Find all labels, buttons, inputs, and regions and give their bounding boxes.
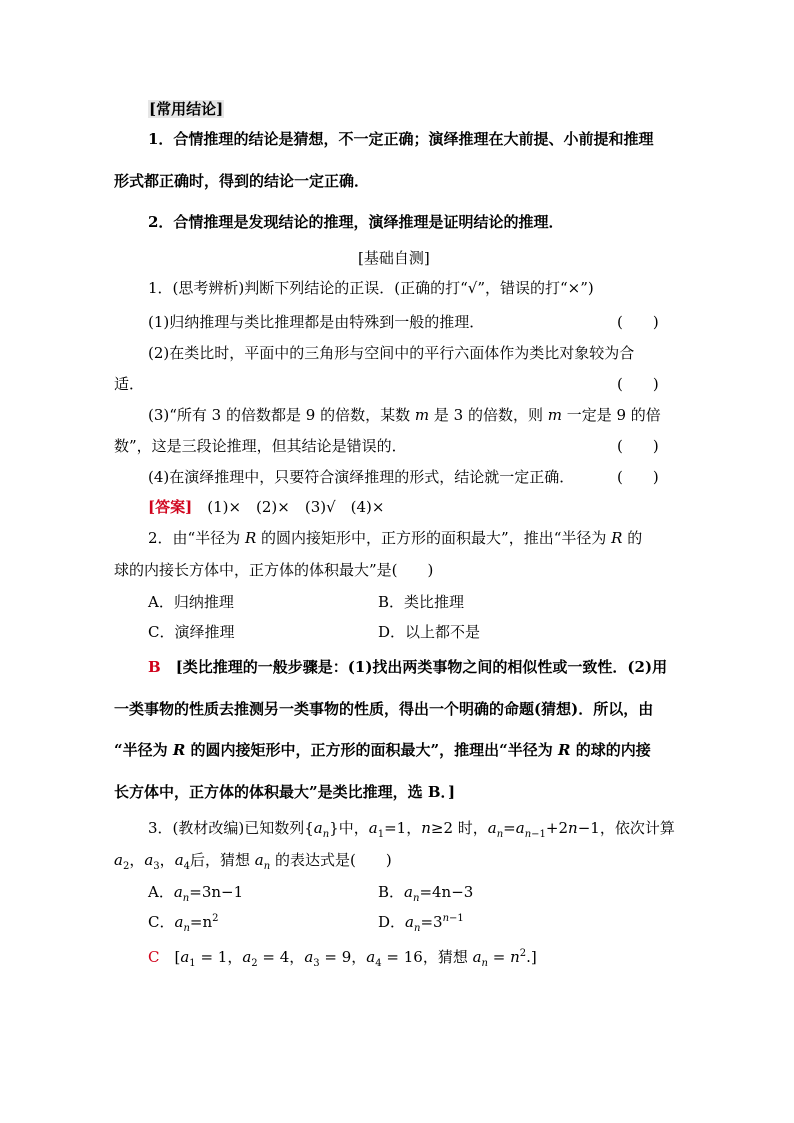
q2-option-a: A．归纳推理 bbox=[148, 593, 234, 611]
q2-option-d: D．以上都不是 bbox=[378, 623, 481, 641]
q3-option-b: B．$a_n=4n-3$ bbox=[378, 883, 474, 904]
q3-option-d: D．$a_n=3^{n-1}$ bbox=[378, 913, 464, 934]
q1-answer-paren-2: ( ) bbox=[617, 375, 659, 393]
q1-statement-4: (4)在演绎推理中，只要符合演绎推理的形式，结论就一定正确． bbox=[148, 468, 575, 486]
q1-answer-paren-3: ( ) bbox=[617, 437, 659, 455]
conclusion-2: 2．合情推理是发现结论的推理，演绎推理是证明结论的推理． bbox=[148, 213, 564, 231]
q1-stem: 1．(思考辨析)判断下列结论的正误．(正确的打“√”，错误的打“×”) bbox=[148, 279, 594, 297]
q2-solution-line3: “半径为 R 的圆内接矩形中，正方形的面积最大”，推理出“半径为 R 的球的内接 bbox=[114, 741, 651, 759]
q1-answer: [答案] (1)× (2)× (3)√ (4)× bbox=[148, 498, 385, 516]
conclusion-1-line2: 形式都正确时，得到的结论一定正确． bbox=[114, 172, 370, 190]
q2-stem-line1: 2．由“半径为 R 的圆内接矩形中，正方形的面积最大”，推出“半径为 R 的 bbox=[148, 529, 643, 547]
q1-statement-1: (1)归纳推理与类比推理都是由特殊到一般的推理． bbox=[148, 313, 485, 331]
q2-solution-line1: B [类比推理的一般步骤是：(1)找出两类事物之间的相似性或一致性．(2)用 bbox=[148, 658, 668, 676]
q3-stem-line1: 3．(教材改编)已知数列$\{a_n\}$中，$a_1=1$，n≥2 时，$a_n=a_{n-1}+2n-1$，依次计算 bbox=[148, 819, 675, 840]
q1-statement-3-line1: (3)“所有 3 的倍数都是 9 的倍数，某数 m 是 3 的倍数，则 m 一定是 9 的倍 bbox=[148, 406, 661, 424]
q1-statement-3-line2: 数”，这是三段论推理，但其结论是错误的． bbox=[114, 437, 407, 455]
q3-option-a: A．$a_n=3n-1$ bbox=[148, 883, 244, 904]
q1-answer-paren-4: ( ) bbox=[617, 468, 659, 486]
conclusion-1-line1: 1．合情推理的结论是猜想，不一定正确；演绎推理在大前提、小前提和推理 bbox=[148, 130, 654, 148]
q3-answer-key: C bbox=[148, 948, 160, 966]
q2-stem-line2: 球的内接长方体中，正方体的体积最大”是( ) bbox=[114, 561, 434, 579]
q2-solution-line2: 一类事物的性质去推测另一类事物的性质，得出一个明确的命题(猜想)．所以，由 bbox=[114, 700, 654, 718]
q3-option-c: C．$a_n=n^2$ bbox=[148, 913, 219, 934]
section-title-conclusions: [常用结论] bbox=[149, 100, 224, 118]
q3-stem-line2: $a_2$，$a_3$，$a_4$后，猜想 $a_n$ 的表达式是( ) bbox=[114, 851, 392, 872]
q2-answer-key: B bbox=[148, 658, 161, 676]
q2-option-c: C．演绎推理 bbox=[148, 623, 235, 641]
q1-statement-2-line1: (2)在类比时，平面中的三角形与空间中的平行六面体作为类比对象较为合 bbox=[148, 344, 635, 362]
q1-statement-2-line2: 适． bbox=[114, 375, 145, 393]
q1-answer-paren-1: ( ) bbox=[617, 313, 659, 331]
q3-solution: C [$a_1 = 1$，$a_2 = 4$，$a_3 = 9$，$a_4 = 16$，猜想 $a_n = n^2$.] bbox=[148, 948, 537, 969]
q2-solution-line4: 长方体中，正方体的体积最大”是类比推理，选 B．] bbox=[114, 783, 456, 801]
section-title-self-test: [基础自测] bbox=[358, 249, 430, 267]
q2-option-b: B．类比推理 bbox=[378, 593, 465, 611]
